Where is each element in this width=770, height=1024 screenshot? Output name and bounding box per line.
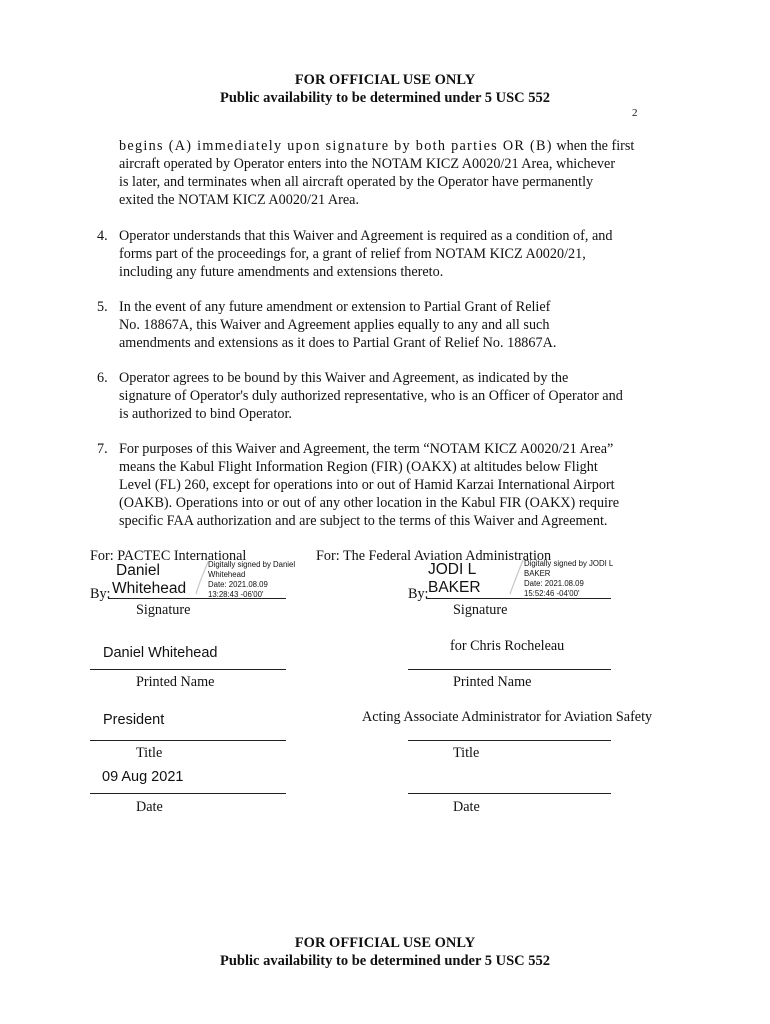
left-digital-line-4: 13:28:43 -06'00' xyxy=(208,590,264,599)
item-5-text xyxy=(119,298,556,352)
right-printed-name-label: Printed Name xyxy=(453,674,532,690)
right-digital-line-3: Date: 2021.08.09 xyxy=(524,579,584,588)
item-5-line: In the event of any future amendment or extension to Partial Grant of Relief xyxy=(119,299,551,315)
item-7-line: specific FAA authorization and are subject to the terms of this Waiver and Agreement. xyxy=(119,513,608,529)
left-date-line xyxy=(90,793,286,794)
left-date-value: 09 Aug 2021 xyxy=(102,769,184,785)
right-signature-line xyxy=(426,598,611,599)
right-digital-line-2: BAKER xyxy=(524,569,551,578)
continuation-paragraph xyxy=(119,137,634,209)
item-7-number: 7. xyxy=(97,441,108,457)
left-digital-line-1: Digitally signed by Daniel xyxy=(208,560,296,569)
left-digital-line-2: Whitehead xyxy=(208,570,246,579)
right-signature-label: Signature xyxy=(453,602,508,618)
left-by-label: By: xyxy=(90,586,111,602)
item-7-line: For purposes of this Waiver and Agreement, the term “NOTAM KICZ A0020/21 Area” xyxy=(119,441,614,457)
footer-line-2: Public availability to be determined under 5 USC 552 xyxy=(219,953,551,969)
left-printed-name-label: Printed Name xyxy=(136,674,215,690)
left-for-label: For: PACTEC International xyxy=(90,548,247,564)
header-line-2: Public availability to be determined under 5 USC 552 xyxy=(219,90,551,106)
left-printed-name-line xyxy=(90,669,286,670)
item-5-line: amendments and extensions as it does to Partial Grant of Relief No. 18867A. xyxy=(119,335,557,351)
left-printed-name-value: Daniel Whitehead xyxy=(103,645,218,661)
item-4-line: including any future amendments and extensions thereto. xyxy=(119,264,444,280)
right-digital-line-4: 15:52:46 -04'00' xyxy=(524,589,580,598)
right-date-line xyxy=(408,793,611,794)
right-for-label: For: The Federal Aviation Administration xyxy=(316,548,552,564)
left-signer-name-line-1: Daniel xyxy=(116,562,160,579)
right-printed-name-value: for Chris Rocheleau xyxy=(450,638,565,654)
item-4-number: 4. xyxy=(97,228,108,244)
left-signature-label: Signature xyxy=(136,602,191,618)
left-title-label: Title xyxy=(136,745,163,761)
item-5-line: No. 18867A, this Waiver and Agreement applies equally to any and all such xyxy=(119,317,550,333)
right-printed-name-line xyxy=(408,669,611,670)
left-digital-line-3: Date: 2021.08.09 xyxy=(208,580,268,589)
right-title-line xyxy=(408,740,611,741)
item-6-line: Operator agrees to be bound by this Waiver and Agreement, as indicated by the xyxy=(119,370,569,386)
right-signer-name-line-2: BAKER xyxy=(428,579,481,596)
header-line-1: FOR OFFICIAL USE ONLY xyxy=(294,72,476,88)
item-4-line: forms part of the proceedings for, a grant of relief from NOTAM KICZ A0020/21, xyxy=(119,246,586,262)
item-4-line: Operator understands that this Waiver and Agreement is required as a condition of, and xyxy=(119,228,613,244)
right-signer-name-line-1: JODI L xyxy=(428,561,477,578)
item-5-number: 5. xyxy=(97,299,108,315)
left-title-value: President xyxy=(103,712,165,728)
item-7-line: (OAKB). Operations into or out of any other location in the Kabul FIR (OAKX) require xyxy=(119,495,619,511)
continuation-line-4: exited the NOTAM KICZ A0020/21 Area. xyxy=(119,192,360,208)
left-date-label: Date xyxy=(136,799,163,815)
right-title-label: Title xyxy=(453,745,480,761)
right-date-label: Date xyxy=(453,799,480,815)
item-6-number: 6. xyxy=(97,370,108,386)
left-title-line xyxy=(90,740,286,741)
continuation-line-2: aircraft operated by Operator enters into the NOTAM KICZ A0020/21 Area, whichever xyxy=(119,156,616,172)
left-signer-name-line-2: Whitehead xyxy=(112,580,187,597)
page-number: 2 xyxy=(632,107,638,119)
item-6-text xyxy=(119,369,623,423)
left-signature-line xyxy=(108,598,286,599)
right-title-value: Acting Associate Administrator for Aviation Safety xyxy=(362,709,653,725)
item-7-line: Level (FL) 260, except for operations into or out of Hamid Karzai International Airport xyxy=(119,477,615,493)
right-digital-line-1: Digitally signed by JODI L xyxy=(524,559,614,568)
continuation-line-1: begins (A) immediately upon signature by both parties OR (B) when the first xyxy=(119,138,635,154)
continuation-line-3: is later, and terminates when all aircraft operated by the Operator have permanently xyxy=(119,174,594,190)
item-4-text xyxy=(119,227,612,281)
right-by-label: By: xyxy=(408,586,429,602)
item-6-line: signature of Operator's duly authorized representative, who is an Officer of Operator and xyxy=(119,388,623,404)
item-6-line: is authorized to bind Operator. xyxy=(119,406,292,422)
item-7-text xyxy=(119,440,619,530)
item-7-line: means the Kabul Flight Information Region (FIR) (OAKX) at altitudes below Flight xyxy=(119,459,598,475)
footer-line-1: FOR OFFICIAL USE ONLY xyxy=(294,935,476,951)
